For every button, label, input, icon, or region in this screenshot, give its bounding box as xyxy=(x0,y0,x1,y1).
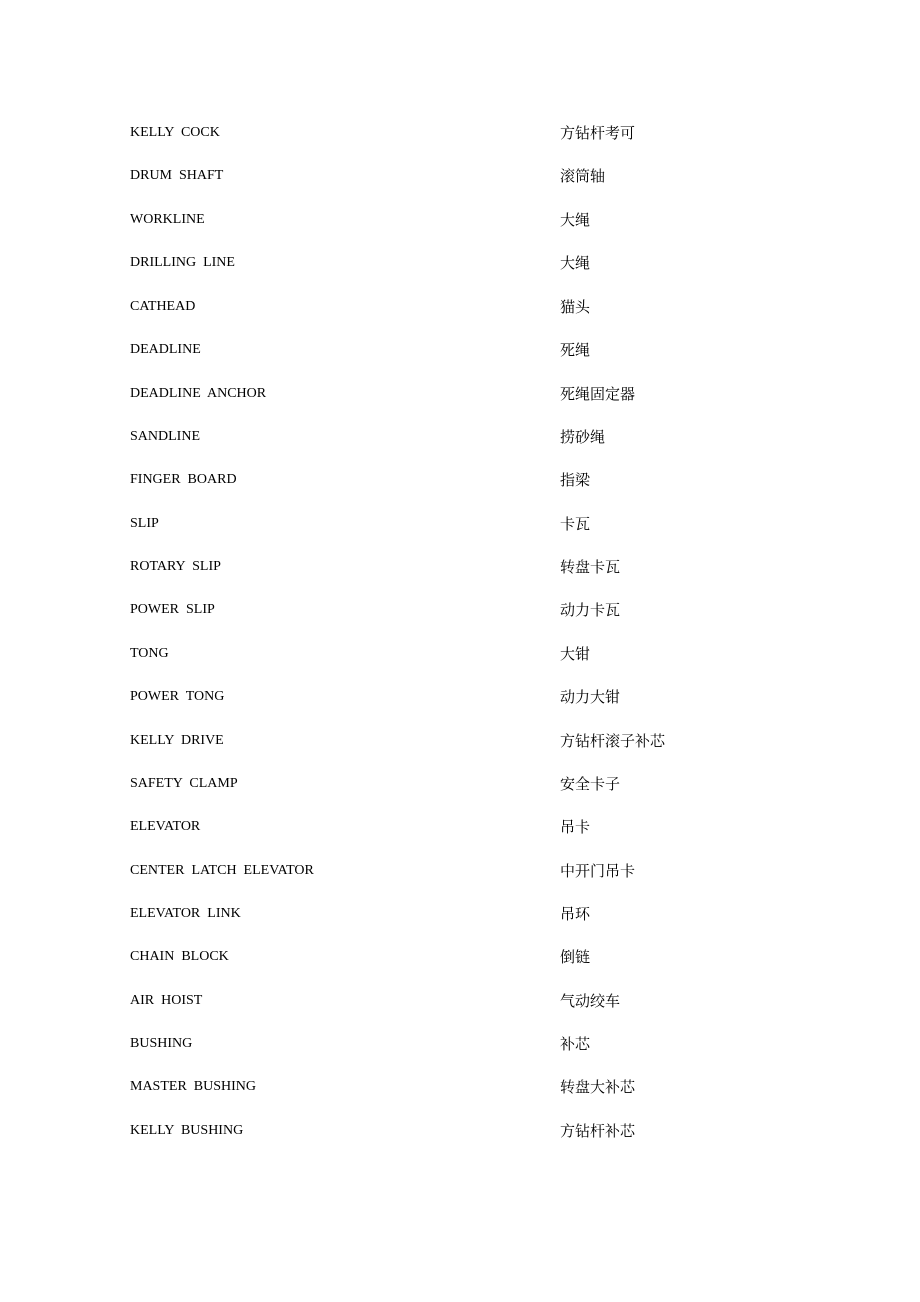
chinese-term: 中开门吊卡 xyxy=(560,862,636,880)
english-term: SLIP xyxy=(130,516,159,531)
glossary-entry xyxy=(0,861,920,881)
english-term: TONG xyxy=(130,646,169,661)
english-term: KELLY BUSHING xyxy=(130,1123,244,1138)
glossary-entry xyxy=(0,166,920,186)
english-term: DEADLINE xyxy=(130,342,201,357)
english-term: ROTARY SLIP xyxy=(130,559,221,574)
glossary-entry xyxy=(0,991,920,1011)
english-term: FINGER BOARD xyxy=(130,472,237,487)
chinese-term: 滚筒轴 xyxy=(560,167,606,185)
chinese-term: 猫头 xyxy=(560,298,591,316)
english-term: MASTER BUSHING xyxy=(130,1079,257,1094)
chinese-term: 死绳 xyxy=(560,341,591,359)
english-term: WORKLINE xyxy=(130,212,205,227)
english-term: SAFETY CLAMP xyxy=(130,776,238,791)
glossary-entry xyxy=(0,557,920,577)
chinese-term: 安全卡子 xyxy=(560,775,621,793)
glossary-entry xyxy=(0,1034,920,1054)
chinese-term: 捞砂绳 xyxy=(560,428,606,446)
chinese-term: 大钳 xyxy=(560,645,591,663)
glossary-entry xyxy=(0,340,920,360)
chinese-term: 补芯 xyxy=(560,1035,591,1053)
glossary-entry xyxy=(0,817,920,837)
english-term: CATHEAD xyxy=(130,299,196,314)
chinese-term: 方钻杆考可 xyxy=(560,124,636,142)
glossary-entry xyxy=(0,1121,920,1141)
glossary-entry xyxy=(0,514,920,534)
english-term: POWER TONG xyxy=(130,689,225,704)
chinese-term: 方钻杆滚子补芯 xyxy=(560,732,666,750)
glossary-entry xyxy=(0,600,920,620)
english-term: KELLY COCK xyxy=(130,125,220,140)
chinese-term: 方钻杆补芯 xyxy=(560,1122,636,1140)
glossary-entry xyxy=(0,774,920,794)
chinese-term: 卡瓦 xyxy=(560,515,591,533)
english-term: DEADLINE ANCHOR xyxy=(130,386,267,401)
english-term: AIR HOIST xyxy=(130,993,203,1008)
english-term: POWER SLIP xyxy=(130,602,215,617)
glossary-entry xyxy=(0,253,920,273)
glossary-entry xyxy=(0,384,920,404)
glossary-entry xyxy=(0,687,920,707)
english-term: BUSHING xyxy=(130,1036,193,1051)
chinese-term: 倒链 xyxy=(560,948,591,966)
glossary-entry xyxy=(0,644,920,664)
chinese-term: 动力卡瓦 xyxy=(560,601,621,619)
english-term: CHAIN BLOCK xyxy=(130,949,229,964)
chinese-term: 吊卡 xyxy=(560,818,591,836)
glossary-entry xyxy=(0,210,920,230)
glossary-entry xyxy=(0,427,920,447)
english-term: DRILLING LINE xyxy=(130,255,235,270)
english-term: KELLY DRIVE xyxy=(130,733,224,748)
glossary-entry xyxy=(0,904,920,924)
glossary-entry xyxy=(0,1077,920,1097)
english-term: ELEVATOR LINK xyxy=(130,906,241,921)
english-term: DRUM SHAFT xyxy=(130,168,224,183)
glossary-entry xyxy=(0,731,920,751)
chinese-term: 大绳 xyxy=(560,254,591,272)
chinese-term: 转盘大补芯 xyxy=(560,1078,636,1096)
glossary-entry xyxy=(0,123,920,143)
chinese-term: 死绳固定器 xyxy=(560,385,636,403)
glossary-entry xyxy=(0,470,920,490)
english-term: ELEVATOR xyxy=(130,819,201,834)
english-term: CENTER LATCH ELEVATOR xyxy=(130,863,314,878)
english-term: SANDLINE xyxy=(130,429,200,444)
chinese-term: 动力大钳 xyxy=(560,688,621,706)
glossary-entry xyxy=(0,947,920,967)
glossary-entry xyxy=(0,297,920,317)
chinese-term: 大绳 xyxy=(560,211,591,229)
chinese-term: 气动绞车 xyxy=(560,992,621,1010)
chinese-term: 指梁 xyxy=(560,471,591,489)
chinese-term: 转盘卡瓦 xyxy=(560,558,621,576)
chinese-term: 吊环 xyxy=(560,905,591,923)
